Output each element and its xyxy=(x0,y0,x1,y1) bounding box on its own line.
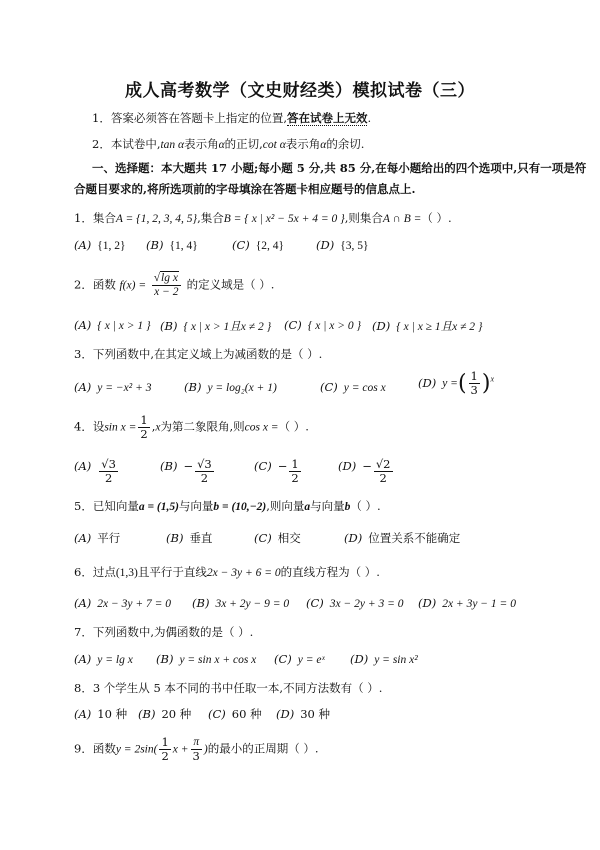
question-6: 6．过点(1,3)且平行于直线2x − 3y + 6 = 0的直线方程为（ ）. xyxy=(74,565,380,579)
q5-vector-b: b = (10,−2) xyxy=(213,501,267,513)
q2-option-b[interactable]: (B) { x | x > 1且x ≠ 2 } xyxy=(160,319,272,333)
q6-point: (1,3) xyxy=(115,567,138,579)
q5-option-c[interactable]: (C) 相交 xyxy=(254,531,301,545)
q1-option-d[interactable]: (D) {3, 5} xyxy=(316,238,369,252)
q4-option-a[interactable]: (A) $\frac{√3}{2}$ xyxy=(74,457,116,485)
q6-line: 2x − 3y + 6 = 0 xyxy=(206,567,281,579)
q4-cos: cos x = xyxy=(244,421,279,434)
q2-denominator: x − 2 xyxy=(154,286,179,298)
note-1 xyxy=(92,110,592,126)
question-3: 3．下列函数中,在其定义域上为减函数的是（ ）. xyxy=(74,347,323,361)
q1-set-a: A = {1, 2, 3, 4, 5} xyxy=(115,213,198,225)
q5-option-a[interactable]: (A) 平行 xyxy=(74,531,121,545)
note-2-a: 2．本试卷中, xyxy=(92,137,161,151)
alpha-symbol: α xyxy=(218,139,225,151)
q7-option-c[interactable]: (C) y = eˣ xyxy=(274,652,325,666)
q2-numerator: lg x xyxy=(161,272,178,284)
q2-stem-b: 的定义域是（ ）. xyxy=(186,277,275,292)
q2-func: f(x) = xyxy=(119,279,147,292)
q1-stem-d: （ ）. xyxy=(421,211,452,225)
q6-option-c[interactable]: (C) 3x − 2y + 3 = 0 xyxy=(306,596,404,610)
cot-symbol: cot α xyxy=(262,139,286,151)
q6-option-d[interactable]: (D) 2x + 3y − 1 = 0 xyxy=(418,596,516,610)
q1-expr: A ∩ B = xyxy=(382,213,422,225)
page-title: 成人高考数学（文史财经类）模拟试卷（三） xyxy=(125,81,475,101)
q3-option-b[interactable]: (B) y = log₂(x + 1) xyxy=(184,380,277,394)
note-2-b: 表示角 xyxy=(184,137,219,151)
q3-d-num: 1 xyxy=(470,369,478,383)
q2-option-d[interactable]: (D) { x | x ≥ 1且x ≠ 2 } xyxy=(372,319,483,333)
q2-stem-a: 2．函数 xyxy=(74,277,116,292)
q4-option-c[interactable]: (C) − $\frac{1}{2}$ xyxy=(254,457,299,485)
q5-vector-a: a = (1,5) xyxy=(138,501,179,513)
q1-stem-a: 1．集合 xyxy=(74,211,116,225)
note-1-emphasis: 答在试卷上无效 xyxy=(286,111,368,125)
q1-option-c[interactable]: (C) {2, 4} xyxy=(232,238,285,252)
q3-d-den: 3 xyxy=(470,383,478,397)
q5-option-b[interactable]: (B) 垂直 xyxy=(166,531,213,545)
question-4: 4．设sin x = $\frac{1}{2}$ ,x为第二象限角,则cos x =（ ）. xyxy=(74,413,309,441)
note-2-d: 表示角 xyxy=(285,137,321,151)
question-9: 9．函数y = 2sin( $\frac{1}{2}$ x + $\frac{\pi}{3}$ )的最小的正周期（ ）. xyxy=(74,735,319,763)
q1-option-b[interactable]: (B) {1, 4} xyxy=(146,238,198,252)
q2-option-a[interactable]: (A) { x | x > 1 } xyxy=(74,318,151,332)
q6-option-b[interactable]: (B) 3x + 2y − 9 = 0 xyxy=(192,596,290,610)
question-2 xyxy=(74,272,574,299)
q2-option-c[interactable]: (C) { x | x > 0 } xyxy=(284,318,362,332)
q2-fraction: $\frac{\text{√lg x}}{x - 2}$ xyxy=(152,272,181,299)
q1-stem-c: ,则集合 xyxy=(344,211,383,225)
q3-d-exp: x xyxy=(490,374,495,384)
tan-symbol: tan α xyxy=(160,139,185,151)
note-2-e: 的余切. xyxy=(326,137,365,151)
q1-stem-b: ,集合 xyxy=(197,211,224,225)
alpha-symbol-2: α xyxy=(320,139,327,151)
q1-set-b: B = { x | x² − 5x + 4 = 0 } xyxy=(223,213,345,225)
q8-option-c[interactable]: (C) 60 种 xyxy=(208,707,262,721)
section-heading-line-1: 一、选择题：本大题共 17 小题;每小题 5 分,共 85 分,在每小题给出的四个选项中,只有一项是符 xyxy=(92,161,587,175)
q3-option-c[interactable]: (C) y = cos x xyxy=(320,380,386,394)
q4-sin: sin x = xyxy=(104,421,137,434)
question-7: 7．下列函数中,为偶函数的是（ ）. xyxy=(74,625,254,639)
q1-option-a[interactable]: (A) {1, 2} xyxy=(74,238,126,252)
question-1 xyxy=(74,210,574,226)
note-2-c: 的正切, xyxy=(224,137,263,151)
question-5: 5．已知向量a = (1,5)与向量b = (10,−2),则向量a与向量b（ ）. xyxy=(74,499,381,513)
q7-option-a[interactable]: (A) y = lg x xyxy=(74,652,133,666)
q6-option-a[interactable]: (A) 2x − 3y + 7 = 0 xyxy=(74,596,172,610)
q5-option-d[interactable]: (D) 位置关系不能确定 xyxy=(344,531,461,545)
q7-option-b[interactable]: (B) y = sin x + cos x xyxy=(156,652,257,666)
question-8: 8．3 个学生从 5 本不同的书中任取一本,不同方法数有（ ）. xyxy=(74,681,383,695)
note-1-prefix: 1．答案必须答在答题卡上指定的位置, xyxy=(92,111,287,125)
q8-option-a[interactable]: (A) 10 种 xyxy=(74,707,128,721)
section-heading-line-2: 合题目要求的,将所选项前的字母填涂在答题卡相应题号的信息点上. xyxy=(74,182,416,196)
q4-option-d[interactable]: (D) − $\frac{√2}{2}$ xyxy=(338,457,391,485)
q9-func: y = 2sin( xyxy=(115,743,158,756)
q8-option-d[interactable]: (D) 30 种 xyxy=(276,707,330,721)
q3-option-a[interactable]: (A) y = −x² + 3 xyxy=(74,380,152,394)
q7-option-d[interactable]: (D) y = sin x² xyxy=(350,652,418,666)
q3-option-d[interactable]: (D) y =( $\frac{1}{3}$ )$^x$ xyxy=(418,369,495,397)
note-2 xyxy=(92,136,592,152)
note-1-suffix: . xyxy=(367,111,372,125)
q4-option-b[interactable]: (B) − $\frac{√3}{2}$ xyxy=(160,457,212,485)
q8-option-b[interactable]: (B) 20 种 xyxy=(138,707,192,721)
